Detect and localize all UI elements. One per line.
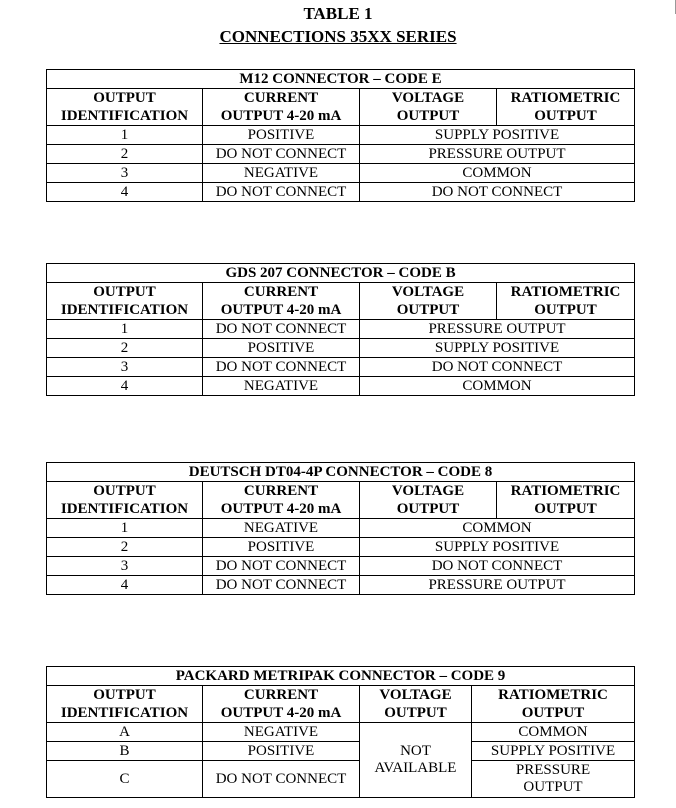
table-title: DEUTSCH DT04-4P CONNECTOR – CODE 8	[47, 463, 635, 482]
table-row	[47, 164, 635, 183]
pin-id: 4	[47, 377, 203, 396]
table-row	[47, 519, 635, 538]
table-title: GDS 207 CONNECTOR – CODE B	[47, 264, 635, 283]
header-voltage-output: VOLTAGE OUTPUT	[360, 482, 497, 519]
header-voltage-output: VOLTAGE OUTPUT	[360, 283, 497, 320]
voltage-not-available-cell: NOT AVAILABLE	[360, 723, 472, 798]
pin-id: B	[47, 742, 203, 761]
voltage-ratiometric-cell: DO NOT CONNECT	[360, 183, 635, 202]
current-output-cell: NEGATIVE	[203, 164, 360, 183]
header-current-output: CURRENT OUTPUT 4-20 mA	[203, 89, 360, 126]
table-row	[47, 377, 635, 396]
current-output-cell: POSITIVE	[203, 339, 360, 358]
header-current-output: CURRENT OUTPUT 4-20 mA	[203, 482, 360, 519]
pin-id: A	[47, 723, 203, 742]
ratiometric-cell: PRESSURE OUTPUT	[472, 761, 635, 798]
header-voltage-output: VOLTAGE OUTPUT	[360, 686, 472, 723]
pin-id: 3	[47, 557, 203, 576]
table-row	[47, 358, 635, 377]
table-row	[47, 320, 635, 339]
table-row	[47, 576, 635, 595]
table-row	[47, 742, 635, 761]
ratiometric-cell: SUPPLY POSITIVE	[472, 742, 635, 761]
current-output-cell: DO NOT CONNECT	[203, 358, 360, 377]
current-output-cell: DO NOT CONNECT	[203, 761, 360, 798]
current-output-cell: NEGATIVE	[203, 723, 360, 742]
current-output-cell: POSITIVE	[203, 742, 360, 761]
header-output-identification: OUTPUT IDENTIFICATION	[47, 686, 203, 723]
voltage-ratiometric-cell: DO NOT CONNECT	[360, 358, 635, 377]
table-row	[47, 145, 635, 164]
pin-id: 1	[47, 519, 203, 538]
table-title: PACKARD METRIPAK CONNECTOR – CODE 9	[47, 667, 635, 686]
table-row	[47, 183, 635, 202]
pin-id: 1	[47, 320, 203, 339]
document-title	[0, 26, 676, 47]
voltage-ratiometric-cell: COMMON	[360, 519, 635, 538]
voltage-ratiometric-cell: COMMON	[360, 164, 635, 183]
table-row	[47, 339, 635, 358]
voltage-ratiometric-cell: PRESSURE OUTPUT	[360, 145, 635, 164]
pin-id: 1	[47, 126, 203, 145]
header-current-output: CURRENT OUTPUT 4-20 mA	[203, 283, 360, 320]
current-output-cell: POSITIVE	[203, 126, 360, 145]
pin-id: 4	[47, 576, 203, 595]
pin-id: 2	[47, 339, 203, 358]
header-output-identification: OUTPUT IDENTIFICATION	[47, 482, 203, 519]
current-output-cell: NEGATIVE	[203, 377, 360, 396]
pin-id: 3	[47, 358, 203, 377]
table-row	[47, 538, 635, 557]
header-ratiometric-output: RATIOMETRIC OUTPUT	[497, 283, 635, 320]
current-output-cell: DO NOT CONNECT	[203, 183, 360, 202]
table-number-title: TABLE 1	[303, 4, 373, 23]
packard-metripak-connector-table	[46, 666, 635, 798]
current-output-cell: DO NOT CONNECT	[203, 557, 360, 576]
header-ratiometric-output: RATIOMETRIC OUTPUT	[497, 89, 635, 126]
gds207-connector-table	[46, 263, 635, 396]
voltage-ratiometric-cell: PRESSURE OUTPUT	[360, 576, 635, 595]
document-title-text: CONNECTIONS 35XX SERIES	[219, 27, 457, 46]
current-output-cell: DO NOT CONNECT	[203, 145, 360, 164]
header-current-output: CURRENT OUTPUT 4-20 mA	[203, 686, 360, 723]
pin-id: 4	[47, 183, 203, 202]
pin-id: 2	[47, 538, 203, 557]
table-row	[47, 761, 635, 798]
ratiometric-cell: COMMON	[472, 723, 635, 742]
current-output-cell: DO NOT CONNECT	[203, 320, 360, 339]
current-output-cell: POSITIVE	[203, 538, 360, 557]
current-output-cell: DO NOT CONNECT	[203, 576, 360, 595]
header-output-identification: OUTPUT IDENTIFICATION	[47, 283, 203, 320]
voltage-ratiometric-cell: COMMON	[360, 377, 635, 396]
table-title: M12 CONNECTOR – CODE E	[47, 70, 635, 89]
header-ratiometric-output: RATIOMETRIC OUTPUT	[497, 482, 635, 519]
table-row	[47, 723, 635, 742]
voltage-ratiometric-cell: SUPPLY POSITIVE	[360, 126, 635, 145]
voltage-ratiometric-cell: DO NOT CONNECT	[360, 557, 635, 576]
voltage-ratiometric-cell: PRESSURE OUTPUT	[360, 320, 635, 339]
table-row	[47, 557, 635, 576]
m12-connector-table	[46, 69, 635, 202]
table-row	[47, 126, 635, 145]
voltage-ratiometric-cell: SUPPLY POSITIVE	[360, 538, 635, 557]
pin-id: C	[47, 761, 203, 798]
pin-id: 2	[47, 145, 203, 164]
deutsch-dt04-connector-table	[46, 462, 635, 595]
pin-id: 3	[47, 164, 203, 183]
header-output-identification: OUTPUT IDENTIFICATION	[47, 89, 203, 126]
current-output-cell: NEGATIVE	[203, 519, 360, 538]
voltage-ratiometric-cell: SUPPLY POSITIVE	[360, 339, 635, 358]
header-voltage-output: VOLTAGE OUTPUT	[360, 89, 497, 126]
header-ratiometric-output: RATIOMETRIC OUTPUT	[472, 686, 635, 723]
